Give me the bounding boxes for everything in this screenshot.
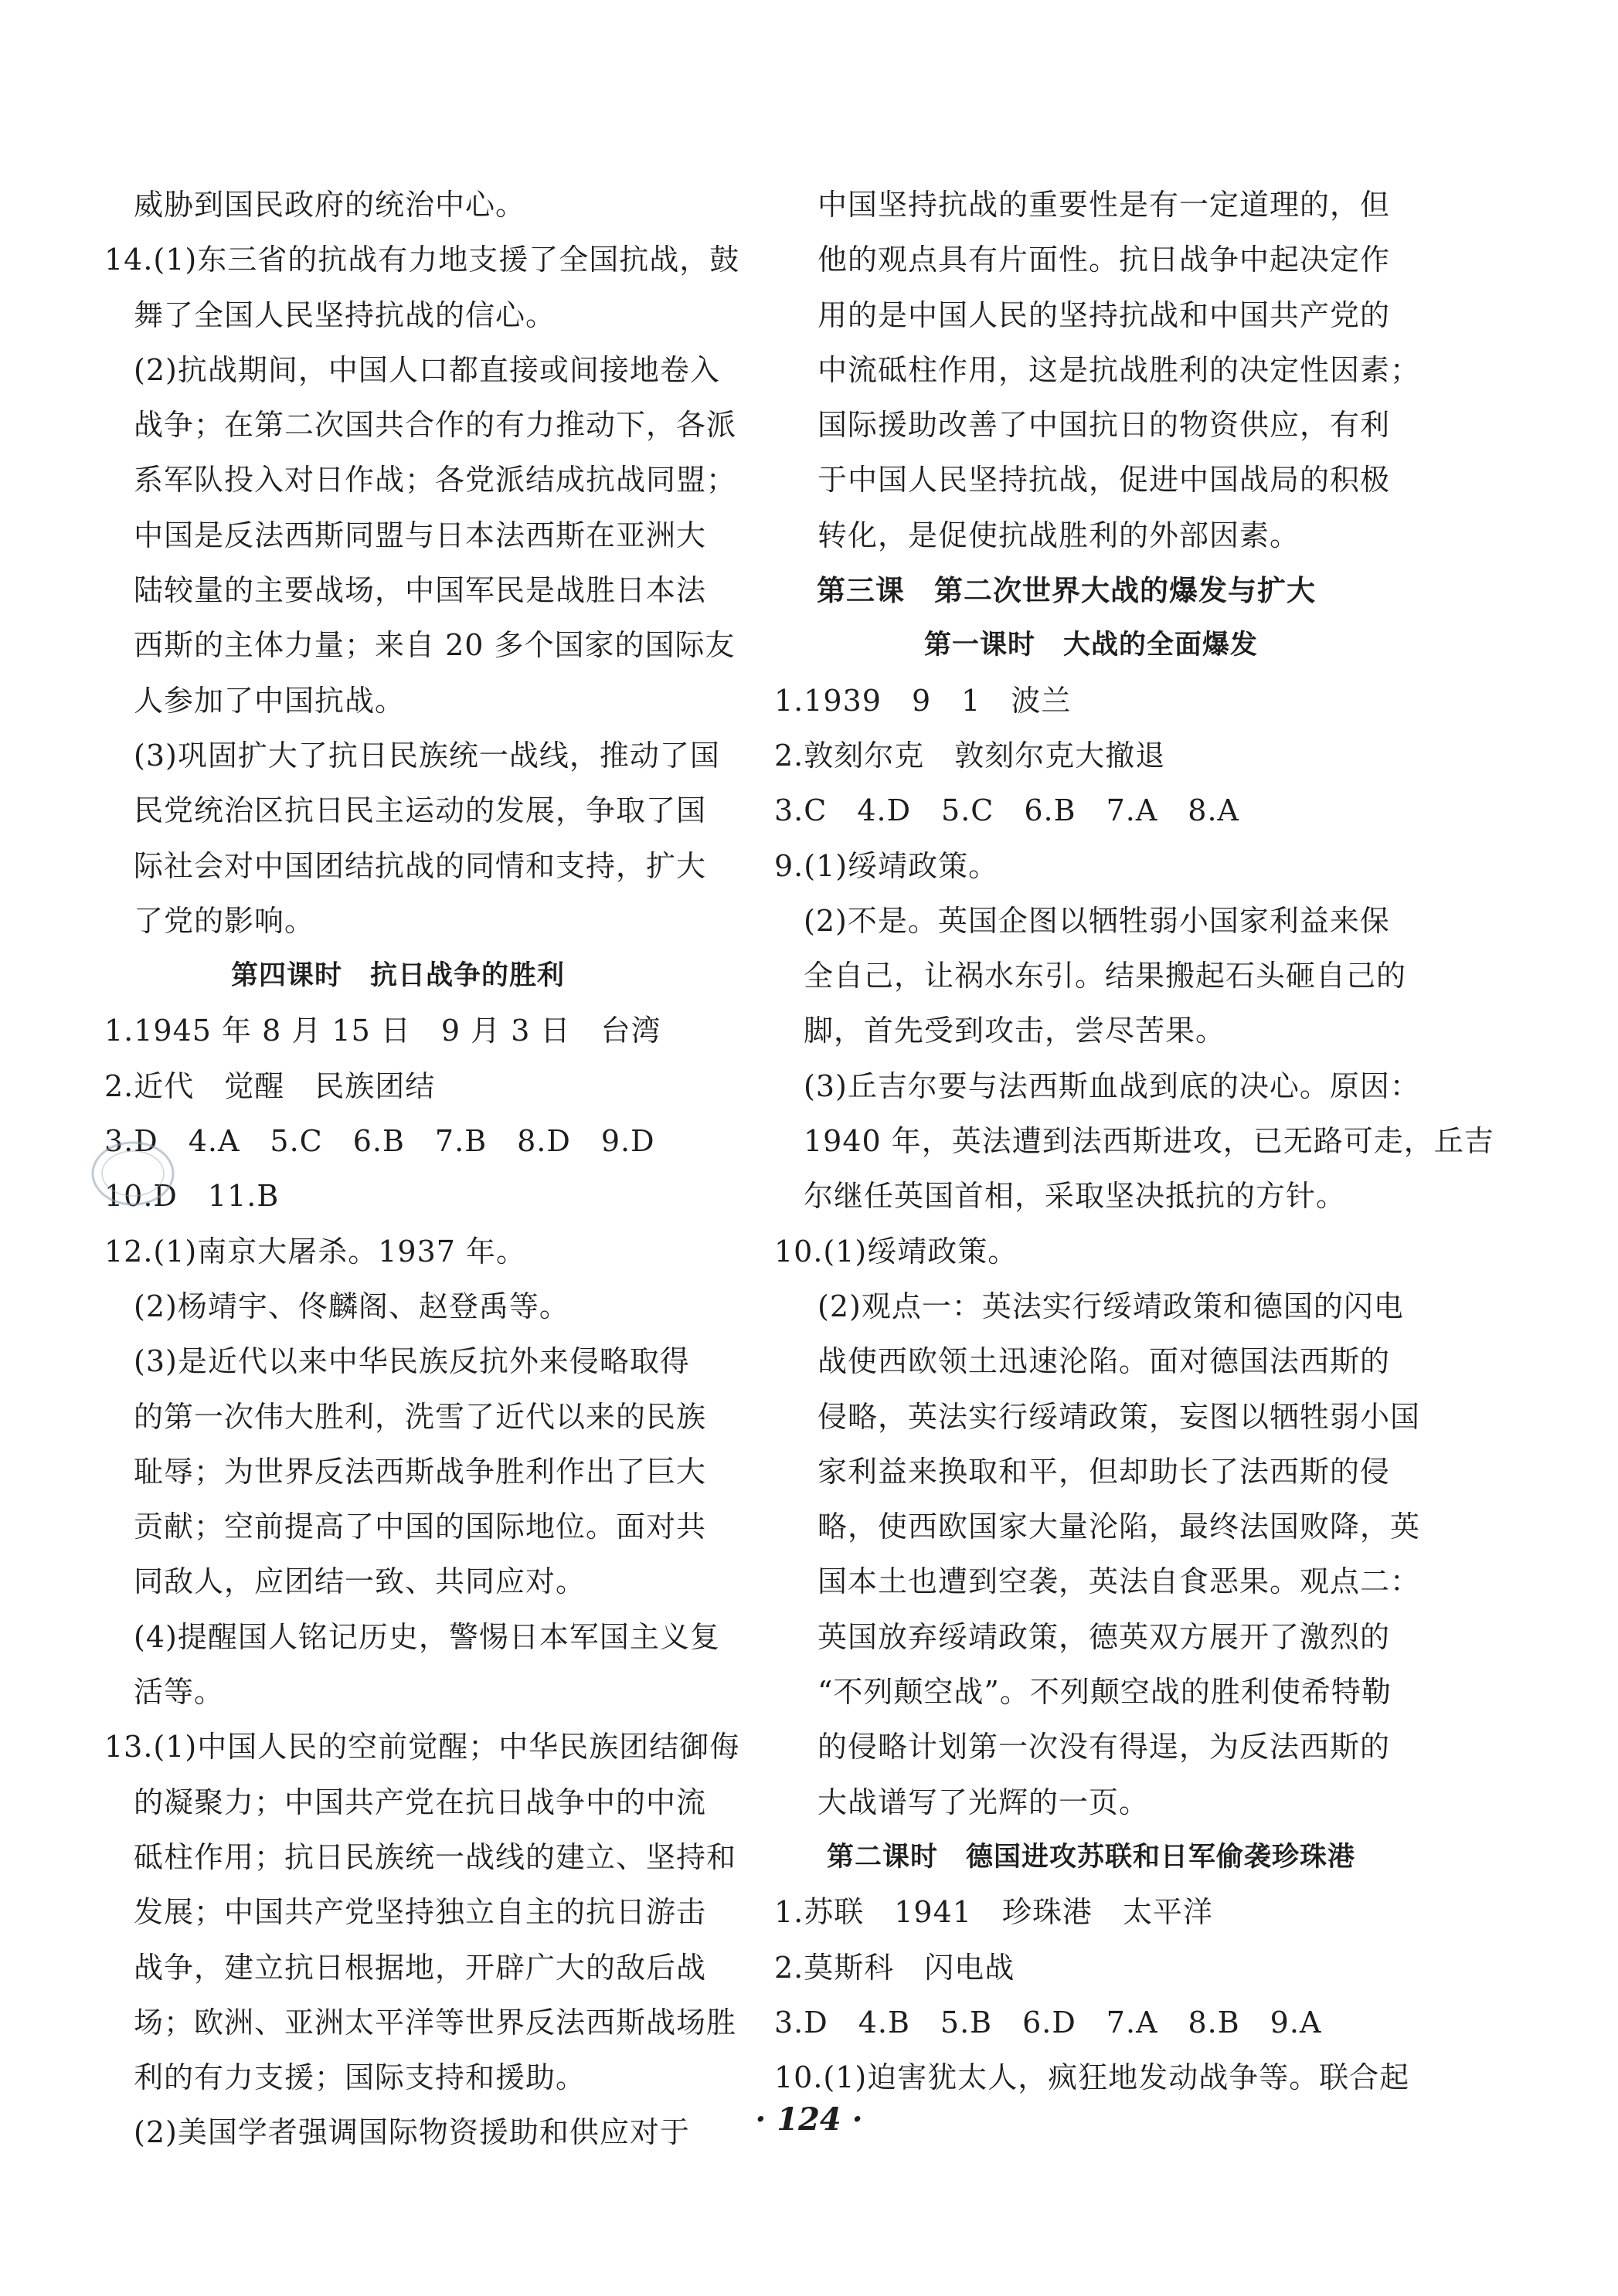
answer-line: 2.莫斯科 闪电战 (774, 1950, 1015, 1985)
lesson-title: 第三课 第二次世界大战的爆发与扩大 (817, 574, 1316, 608)
answer-line: 系军队投入对日作战；各党派结成抗战同盟； (134, 463, 737, 498)
answer-line: 9.(1)绥靖政策。 (774, 848, 999, 883)
answer-line: 3.D 4.A 5.C 6.B 7.B 8.D 9.D (104, 1124, 655, 1159)
answer-line: 13.(1)中国人民的空前觉醒；中华民族团结御侮 (104, 1730, 740, 1764)
answer-line: 2.敦刻尔克 敦刻尔克大撤退 (774, 738, 1166, 773)
answer-line: 民党统治区抗日民主运动的发展，争取了国 (134, 793, 707, 828)
answer-line: 场；欧洲、亚洲太平洋等世界反法西斯战场胜 (134, 2005, 737, 2040)
answer-line: 大战谱写了光辉的一页。 (817, 1785, 1150, 1819)
answer-line: 10.D 11.B (104, 1179, 280, 1214)
answer-line: 战使西欧领土迅速沦陷。面对德国法西斯的 (817, 1344, 1391, 1379)
answer-line: 战争，建立抗日根据地，开辟广大的敌后战 (134, 1950, 707, 1985)
answer-line: 2.近代 觉醒 民族团结 (104, 1068, 436, 1103)
section-heading: 第二课时 德国进攻苏联和日军偷袭珍珠港 (826, 1841, 1355, 1873)
answer-line: 侵略，英法实行绥靖政策，妄图以牺牲弱小国 (817, 1399, 1421, 1434)
answer-line: 国际援助改善了中国抗日的物资供应，有利 (817, 408, 1391, 443)
answer-line: 3.C 4.D 5.C 6.B 7.A 8.A (774, 793, 1239, 828)
answer-line: 脚，首先受到攻击，尝尽苦果。 (804, 1014, 1226, 1048)
page-number: · 124 · (755, 2101, 863, 2138)
answer-line: (2)不是。英国企图以牺牲弱小国家利益来保 (804, 903, 1390, 938)
answer-line: “不列颠空战”。不列颠空战的胜利使希特勒 (817, 1675, 1392, 1710)
answer-line: 同敌人，应团结一致、共同应对。 (134, 1564, 586, 1599)
answer-line: 的凝聚力；中国共产党在抗日战争中的中流 (134, 1785, 707, 1819)
answer-line: 英国放弃绥靖政策，德英双方展开了激烈的 (817, 1619, 1391, 1654)
answer-line: 他的观点具有片面性。抗日战争中起决定作 (817, 243, 1391, 277)
section-heading: 第四课时 抗日战争的胜利 (230, 960, 565, 992)
answer-line: 1.1945 年 8 月 15 日 9 月 3 日 台湾 (104, 1014, 661, 1048)
answer-line: 陆较量的主要战场，中国军民是战胜日本法 (134, 573, 707, 608)
answer-line: 家利益来换取和平，但却助长了法西斯的侵 (817, 1454, 1391, 1489)
answer-line: 1.苏联 1941 珍珠港 太平洋 (774, 1895, 1213, 1930)
answer-line: 的第一次伟大胜利，洗雪了近代以来的民族 (134, 1399, 707, 1434)
answer-line: 西斯的主体力量；来自 20 多个国家的国际友 (134, 628, 736, 663)
answer-line: 于中国人民坚持抗战，促进中国战局的积极 (817, 463, 1391, 498)
answer-line: 发展；中国共产党坚持独立自主的抗日游击 (134, 1895, 707, 1930)
answer-line: 国本土也遭到空袭，英法自食恶果。观点二： (817, 1564, 1421, 1599)
answer-line: (2)抗战期间，中国人口都直接或间接地卷入 (134, 352, 720, 387)
answer-line: (2)杨靖宇、佟麟阁、赵登禹等。 (134, 1289, 569, 1323)
answer-line: 的侵略计划第一次没有得逞，为反法西斯的 (817, 1730, 1391, 1764)
answer-line: 略，使西欧国家大量沦陷，最终法国败降，英 (817, 1510, 1421, 1544)
answer-line: 14.(1)东三省的抗战有力地支援了全国抗战，鼓 (104, 243, 740, 277)
answer-line: (3)是近代以来中华民族反抗外来侵略取得 (134, 1344, 690, 1379)
answer-line: (2)观点一：英法实行绥靖政策和德国的闪电 (817, 1289, 1404, 1323)
answer-line: 中国是反法西斯同盟与日本法西斯在亚洲大 (134, 518, 707, 552)
answer-line: 12.(1)南京大屠杀。1937 年。 (104, 1234, 527, 1269)
answer-line: (4)提醒国人铭记历史，警惕日本军国主义复 (134, 1619, 720, 1654)
answer-line: 中流砥柱作用，这是抗战胜利的决定性因素； (817, 352, 1421, 387)
answer-line: 砥柱作用；抗日民族统一战线的建立、坚持和 (134, 1839, 737, 1874)
answer-line: 活等。 (134, 1675, 225, 1710)
answer-line: 3.D 4.B 5.B 6.D 7.A 8.B 9.A (774, 2005, 1322, 2040)
answer-line: 中国坚持抗战的重要性是有一定道理的，但 (817, 188, 1391, 222)
answer-line: 人参加了中国抗战。 (134, 683, 406, 718)
answer-line: 了党的影响。 (134, 903, 315, 938)
answer-line: 耻辱；为世界反法西斯战争胜利作出了巨大 (134, 1454, 707, 1489)
answer-line: 尔继任英国首相，采取坚决抵抗的方针。 (804, 1179, 1347, 1214)
answer-line: 利的有力支援；国际支持和援助。 (134, 2060, 586, 2095)
right-column (774, 178, 1494, 2105)
answer-line: 全自己，让祸水东引。结果搬起石头砸自己的 (804, 959, 1407, 993)
answer-line: 10.(1)绥靖政策。 (774, 1234, 1018, 1269)
answer-line: (3)丘吉尔要与法西斯血战到底的决心。原因： (804, 1068, 1420, 1103)
watermark-stamp-icon (87, 1136, 179, 1211)
answer-line: 贡献；空前提高了中国的国际地位。面对共 (134, 1510, 707, 1544)
answer-line: 用的是中国人民的坚持抗战和中国共产党的 (817, 297, 1391, 332)
answer-line: (3)巩固扩大了抗日民族统一战线，推动了国 (134, 738, 720, 773)
answer-line: 转化，是促使抗战胜利的外部因素。 (817, 518, 1300, 552)
answer-line: 1.1939 9 1 波兰 (774, 683, 1072, 718)
answer-line: 威胁到国民政府的统治中心。 (134, 188, 526, 222)
answer-line: (2)美国学者强调国际物资援助和供应对于 (134, 2115, 690, 2150)
section-heading: 第一课时 大战的全面爆发 (923, 630, 1258, 661)
answer-line: 际社会对中国团结抗战的同情和支持，扩大 (134, 848, 707, 883)
answer-line: 舞了全国人民坚持抗战的信心。 (134, 297, 556, 332)
answer-line: 战争；在第二次国共合作的有力推动下，各派 (134, 408, 737, 443)
answer-line: 1940 年，英法遭到法西斯进攻，已无路可走，丘吉 (804, 1124, 1494, 1159)
left-column (104, 178, 740, 2161)
answer-line: 10.(1)迫害犹太人，疯狂地发动战争等。联合起 (774, 2060, 1410, 2095)
